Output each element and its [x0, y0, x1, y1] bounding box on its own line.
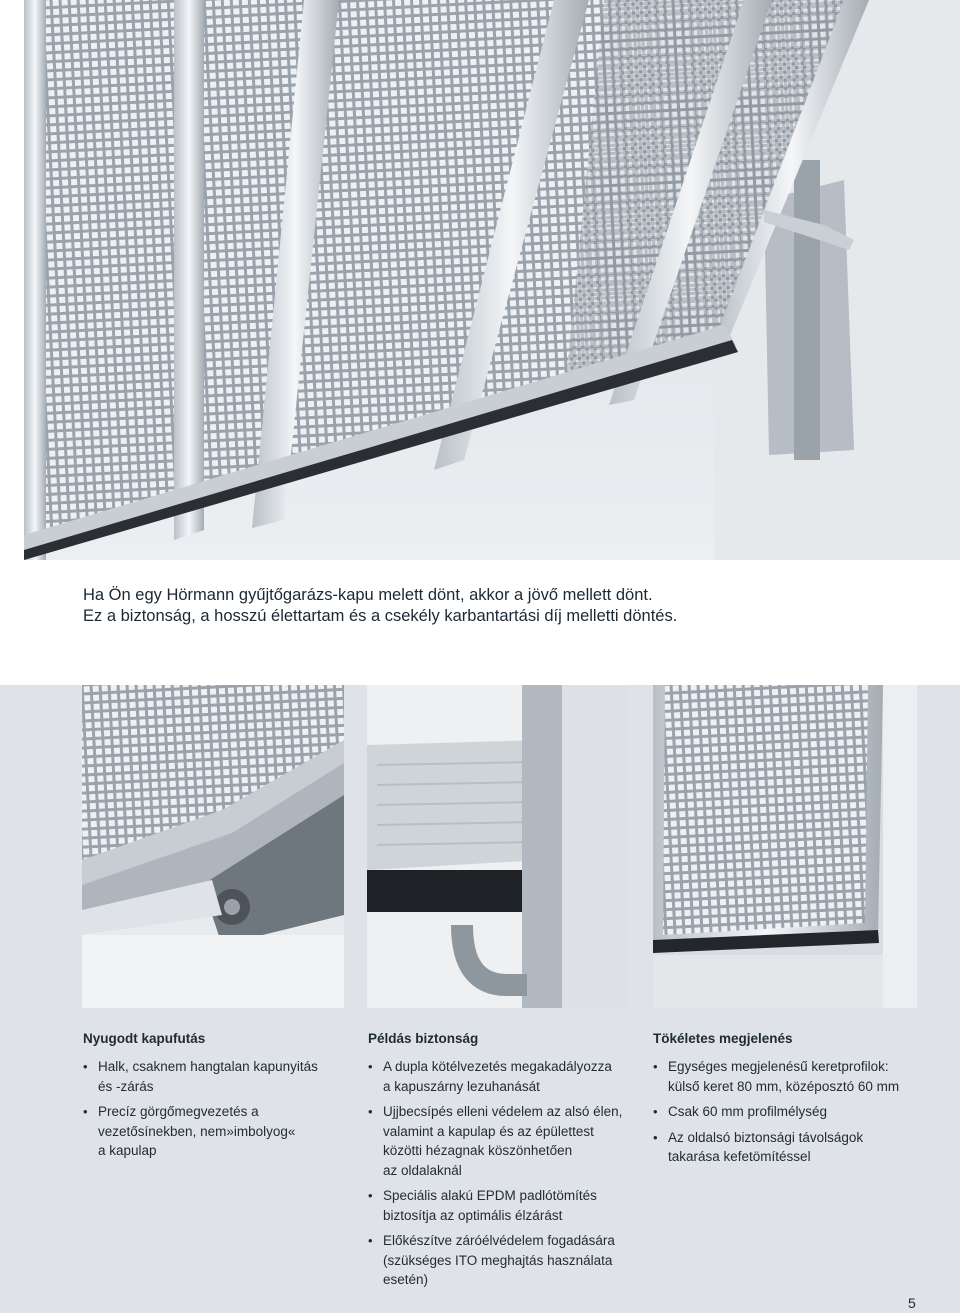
list-item-line: a kapulap [98, 1143, 157, 1158]
list-item [653, 1057, 933, 1096]
list-item [368, 1231, 638, 1290]
intro-line-2: Ez a biztonság, a hosszú élettartam és a csekély karbantartási díj melletti döntés. [83, 607, 678, 625]
list-item-line: (szükséges ITO meghajtás használata [383, 1252, 613, 1268]
list-item-line: közötti hézagnak köszönhetően [383, 1143, 573, 1158]
feature-column-safety [368, 1030, 638, 1296]
column-title: Példás biztonság [368, 1031, 479, 1046]
list-item-line: vezetősínekben, nem»imbolyog« [98, 1123, 296, 1139]
list-item [83, 1057, 333, 1096]
list-item-line: valamint a kapulap és az épülettest [383, 1123, 594, 1139]
list-item-line: • Halk, csaknem hangtalan kapunyitás [98, 1059, 318, 1074]
feature-list [368, 1057, 638, 1290]
feature-list [83, 1057, 333, 1161]
list-item-line: külső keret 80 mm, középosztó 60 mm [668, 1078, 900, 1094]
feature-column-quiet-operation [83, 1030, 333, 1167]
list-item-line: a kapuszárny lezuhanását [383, 1078, 540, 1094]
list-item-line: és -zárás [98, 1078, 154, 1094]
list-item [368, 1102, 638, 1180]
list-item-line: • A dupla kötélvezetés megakadályozza [383, 1059, 612, 1074]
list-item-line: • Speciális alakú EPDM padlótömítés [383, 1188, 597, 1203]
list-item-line: esetén) [383, 1272, 429, 1287]
intro-text [83, 585, 883, 627]
list-item-line: • Egységes megjelenésű keretprofilok: [668, 1059, 889, 1074]
photo-frame-profile [653, 685, 917, 1008]
list-item-line: biztosítja az optimális élzárást [383, 1207, 563, 1223]
list-item [83, 1102, 333, 1161]
list-item-line: az oldalaknál [383, 1162, 462, 1178]
list-item-line: • Precíz görgőmegvezetés a [98, 1104, 259, 1119]
list-item-line: • Csak 60 mm profilmélység [668, 1104, 828, 1119]
list-item [368, 1186, 638, 1225]
photo-roller-guide [82, 685, 344, 1008]
list-item-line: • Előkészítve záróélvédelem fogadására [383, 1233, 615, 1248]
list-item-line: takarása kefetömítéssel [668, 1149, 811, 1164]
column-title: Nyugodt kapufutás [83, 1031, 206, 1046]
feature-column-appearance [653, 1030, 933, 1173]
list-item-line: • Ujjbecsípés elleni védelem az alsó élen, [383, 1104, 623, 1119]
photo-finger-protection [367, 685, 629, 1008]
feature-list [653, 1057, 933, 1167]
list-item [368, 1057, 638, 1096]
page-number: 5 [908, 1295, 916, 1311]
intro-line-1: Ha Ön egy Hörmann gyűjtőgarázs-kapu melett dönt, akkor a jövő mellett dönt. [83, 586, 653, 604]
hero-door-photo [24, 0, 960, 560]
list-item [653, 1128, 933, 1167]
list-item-line: • Az oldalsó biztonsági távolságok [668, 1129, 864, 1145]
column-title: Tökéletes megjelenés [653, 1031, 793, 1046]
list-item [653, 1102, 933, 1122]
